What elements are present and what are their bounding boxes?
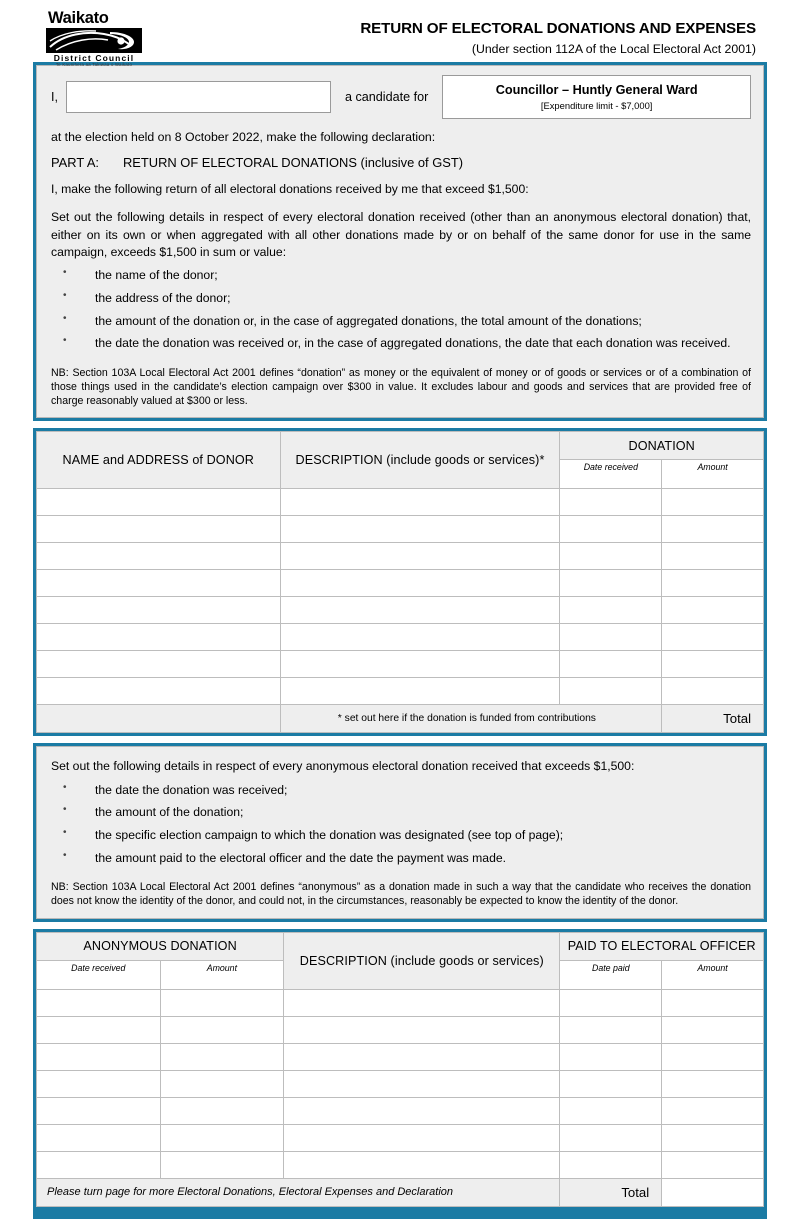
foot-spacer-cell — [37, 705, 281, 733]
anonymous-section-panel — [33, 743, 767, 921]
cell-amount[interactable] — [662, 570, 764, 597]
col-subheader-amount: Amount — [662, 460, 764, 489]
anonymous-total-label: Total — [560, 1178, 662, 1206]
list-item: • the date the donation was received or, in the case of aggregated donations, the date that each donation was received. — [51, 335, 751, 353]
part-a-title: RETURN OF ELECTORAL DONATIONS (inclusive of GST) — [123, 155, 463, 170]
i-label: I, — [51, 90, 58, 104]
col-subheader-date-received: Date received — [560, 460, 662, 489]
cell-date-received[interactable] — [37, 1124, 161, 1151]
donations-table — [36, 431, 764, 733]
part-a-instruction: Set out the following details in respect of every electoral donation received (other than an anonymous electoral donation) that, either on its own or when aggregated with all other donations made by or on behalf of the same donor for use in the same campaign, exceeds $1,500 in sum or value: — [51, 210, 751, 259]
anonymous-table-body — [37, 989, 764, 1206]
table-header-row — [37, 932, 764, 960]
cell-description[interactable] — [284, 1043, 560, 1070]
spacer-3 — [0, 922, 800, 929]
cell-amount[interactable] — [662, 651, 764, 678]
list-item: • the name of the donor; — [51, 267, 751, 285]
cell-donor[interactable] — [37, 543, 281, 570]
anonymous-total-row — [37, 1178, 764, 1206]
spacer-1 — [0, 421, 800, 428]
ward-name: Councillor – Huntly General Ward — [495, 82, 698, 97]
ward-box — [442, 75, 751, 119]
donations-total-label: Total — [662, 705, 764, 733]
cell-date-received[interactable] — [560, 678, 662, 705]
cell-amount-paid[interactable] — [662, 1124, 764, 1151]
cell-amount[interactable] — [662, 624, 764, 651]
title-block — [360, 8, 756, 57]
table-row[interactable] — [37, 1043, 764, 1070]
list-item: • the amount of the donation or, in the case of aggregated donations, the total amount of the donations; — [51, 313, 751, 331]
cell-date-received[interactable] — [37, 989, 161, 1016]
table-row[interactable] — [37, 1097, 764, 1124]
cell-description[interactable] — [284, 1124, 560, 1151]
col-header-donor: NAME and ADDRESS of DONOR — [37, 432, 281, 489]
cell-amount[interactable] — [662, 489, 764, 516]
table-row[interactable] — [37, 1070, 764, 1097]
page-subtitle: (Under section 112A of the Local Electoral Act 2001) — [471, 42, 756, 57]
cell-amount-paid[interactable] — [662, 1043, 764, 1070]
cell-description[interactable] — [280, 624, 560, 651]
col-header-donation: DONATION — [560, 432, 764, 460]
table-row[interactable] — [37, 624, 764, 651]
cell-date-paid[interactable] — [560, 1043, 662, 1070]
logo-council-text: District Council — [53, 52, 135, 63]
part-a-intro: I, make the following return of all electoral donations received by me that exceed $1,500: — [51, 182, 529, 196]
cell-description[interactable] — [284, 989, 560, 1016]
anonymous-section-inner — [36, 746, 764, 918]
cell-description[interactable] — [280, 651, 560, 678]
table-row[interactable] — [37, 570, 764, 597]
cell-description[interactable] — [280, 570, 560, 597]
cell-date-paid[interactable] — [560, 1097, 662, 1124]
cell-description[interactable] — [280, 678, 560, 705]
cell-description[interactable] — [284, 1070, 560, 1097]
col-subheader-amount-paid: Amount — [662, 960, 764, 989]
anonymous-bullet-list — [51, 782, 751, 868]
part-a-nb-note: NB: Section 103A Local Electoral Act 2001 defines “donation” as money or the equivalent of money or of goods or services or of a combination of those things used in the candidate’s election campaign over $300 in value. It excludes labour and goods and services that are provided free of charge reasonably valued at $300 or less. — [51, 367, 751, 408]
col-subheader-date-paid: Date paid — [560, 960, 662, 989]
bottom-accent-bar — [33, 1210, 767, 1219]
col-subheader-date-received: Date received — [37, 960, 161, 989]
cell-date-paid[interactable] — [560, 1151, 662, 1178]
cell-date-received[interactable] — [37, 1070, 161, 1097]
cell-amount-received[interactable] — [160, 1070, 284, 1097]
cell-amount-paid[interactable] — [662, 1097, 764, 1124]
cell-amount-received[interactable] — [160, 1097, 284, 1124]
cell-date-received[interactable] — [560, 570, 662, 597]
cell-date-received[interactable] — [37, 1151, 161, 1178]
cell-date-received[interactable] — [560, 516, 662, 543]
cell-date-received[interactable] — [560, 543, 662, 570]
cell-amount[interactable] — [662, 516, 764, 543]
list-item: • the address of the donor; — [51, 290, 751, 308]
turn-page-note: Please turn page for more Electoral Donations, Electoral Expenses and Declaration — [37, 1178, 560, 1206]
list-item: • the specific election campaign to which the donation was designated (see top of page); — [51, 827, 751, 845]
donations-footnote: * set out here if the donation is funded from contributions — [280, 705, 662, 733]
part-a-label: PART A: — [51, 155, 100, 170]
anonymous-donations-table — [36, 932, 764, 1207]
table-row[interactable] — [37, 489, 764, 516]
candidate-row — [51, 75, 751, 119]
list-item: • the amount of the donation; — [51, 804, 751, 822]
cell-date-received[interactable] — [560, 651, 662, 678]
cell-donor[interactable] — [37, 570, 281, 597]
cell-amount[interactable] — [662, 678, 764, 705]
cell-description[interactable] — [284, 1016, 560, 1043]
cell-description[interactable] — [284, 1151, 560, 1178]
cell-amount-paid[interactable] — [662, 1016, 764, 1043]
table-header-row — [37, 432, 764, 460]
cell-description[interactable] — [280, 489, 560, 516]
anonymous-table-panel — [33, 929, 767, 1210]
col-header-paid-to-officer: PAID TO ELECTORAL OFFICER — [560, 932, 764, 960]
cell-amount-received[interactable] — [160, 1124, 284, 1151]
cell-amount-received[interactable] — [160, 1016, 284, 1043]
cell-date-paid[interactable] — [560, 1016, 662, 1043]
declaration-panel-inner — [36, 62, 764, 418]
candidate-name-input[interactable] — [66, 81, 331, 113]
table-row[interactable] — [37, 651, 764, 678]
table-row[interactable] — [37, 678, 764, 705]
cell-amount-paid[interactable] — [662, 1070, 764, 1097]
cell-amount-received[interactable] — [160, 1043, 284, 1070]
cell-amount-paid[interactable] — [662, 989, 764, 1016]
cell-description[interactable] — [280, 597, 560, 624]
list-item: • the amount paid to the electoral officer and the date the payment was made. — [51, 850, 751, 868]
anonymous-nb-note: NB: Section 103A Local Electoral Act 2001 defines “anonymous” as a donation made in such a way that the candidate who receives the donation does not know the identity of the donor, and could not, in the circumstances, reasonably be expected to know the identity of the donor. — [51, 881, 751, 908]
document-header — [0, 0, 800, 68]
table-row[interactable] — [37, 1124, 764, 1151]
donations-table-body — [37, 489, 764, 733]
cell-donor[interactable] — [37, 597, 281, 624]
cell-date-paid[interactable] — [560, 1070, 662, 1097]
part-a-bullet-list — [51, 267, 751, 353]
logo-maori-text: Te Kaunihera aa Takiwaa o Waikato — [55, 62, 133, 68]
cell-donor[interactable] — [37, 651, 281, 678]
cell-donor[interactable] — [37, 678, 281, 705]
cell-donor[interactable] — [37, 489, 281, 516]
cell-date-received[interactable] — [37, 1043, 161, 1070]
col-header-description: DESCRIPTION (include goods or services) — [284, 932, 560, 989]
part-a-heading — [51, 155, 751, 170]
declaration-panel — [33, 62, 767, 421]
table-row[interactable] — [37, 989, 764, 1016]
cell-date-received[interactable] — [560, 624, 662, 651]
council-logo — [36, 8, 152, 68]
cell-amount-received[interactable] — [160, 1151, 284, 1178]
col-subheader-amount-received: Amount — [160, 960, 284, 989]
cell-date-received[interactable] — [37, 1016, 161, 1043]
anonymous-total-value[interactable] — [662, 1178, 764, 1206]
candidate-for-label: a candidate for — [345, 90, 429, 104]
cell-description[interactable] — [280, 543, 560, 570]
list-item: • the date the donation was received; — [51, 782, 751, 800]
cell-amount-paid[interactable] — [662, 1151, 764, 1178]
col-header-description: DESCRIPTION (include goods or services)* — [280, 432, 560, 489]
cell-amount[interactable] — [662, 597, 764, 624]
cell-date-received[interactable] — [37, 1097, 161, 1124]
cell-description[interactable] — [280, 516, 560, 543]
table-row[interactable] — [37, 516, 764, 543]
election-date-line: at the election held on 8 October 2022, make the following declaration: — [51, 130, 436, 144]
cell-amount[interactable] — [662, 543, 764, 570]
waikato-swirl-logo-icon — [46, 28, 142, 53]
cell-amount-received[interactable] — [160, 989, 284, 1016]
spacer-2 — [0, 736, 800, 743]
table-row[interactable] — [37, 543, 764, 570]
col-header-anonymous-donation: ANONYMOUS DONATION — [37, 932, 284, 960]
cell-description[interactable] — [284, 1097, 560, 1124]
page-title: RETURN OF ELECTORAL DONATIONS AND EXPENSES — [360, 20, 756, 37]
table-row[interactable] — [37, 597, 764, 624]
cell-donor[interactable] — [37, 516, 281, 543]
table-row[interactable] — [37, 1151, 764, 1178]
cell-date-paid[interactable] — [560, 989, 662, 1016]
cell-date-paid[interactable] — [560, 1124, 662, 1151]
anonymous-instruction: Set out the following details in respect of every anonymous electoral donation received that exceeds $1,500: — [51, 759, 635, 774]
table-row[interactable] — [37, 1016, 764, 1043]
cell-date-received[interactable] — [560, 489, 662, 516]
donations-total-row — [37, 705, 764, 733]
logo-wordmark: Waikato — [48, 9, 109, 27]
expenditure-limit: [Expenditure limit - $7,000] — [540, 100, 653, 112]
cell-date-received[interactable] — [560, 597, 662, 624]
cell-donor[interactable] — [37, 624, 281, 651]
donations-table-panel — [33, 428, 767, 736]
